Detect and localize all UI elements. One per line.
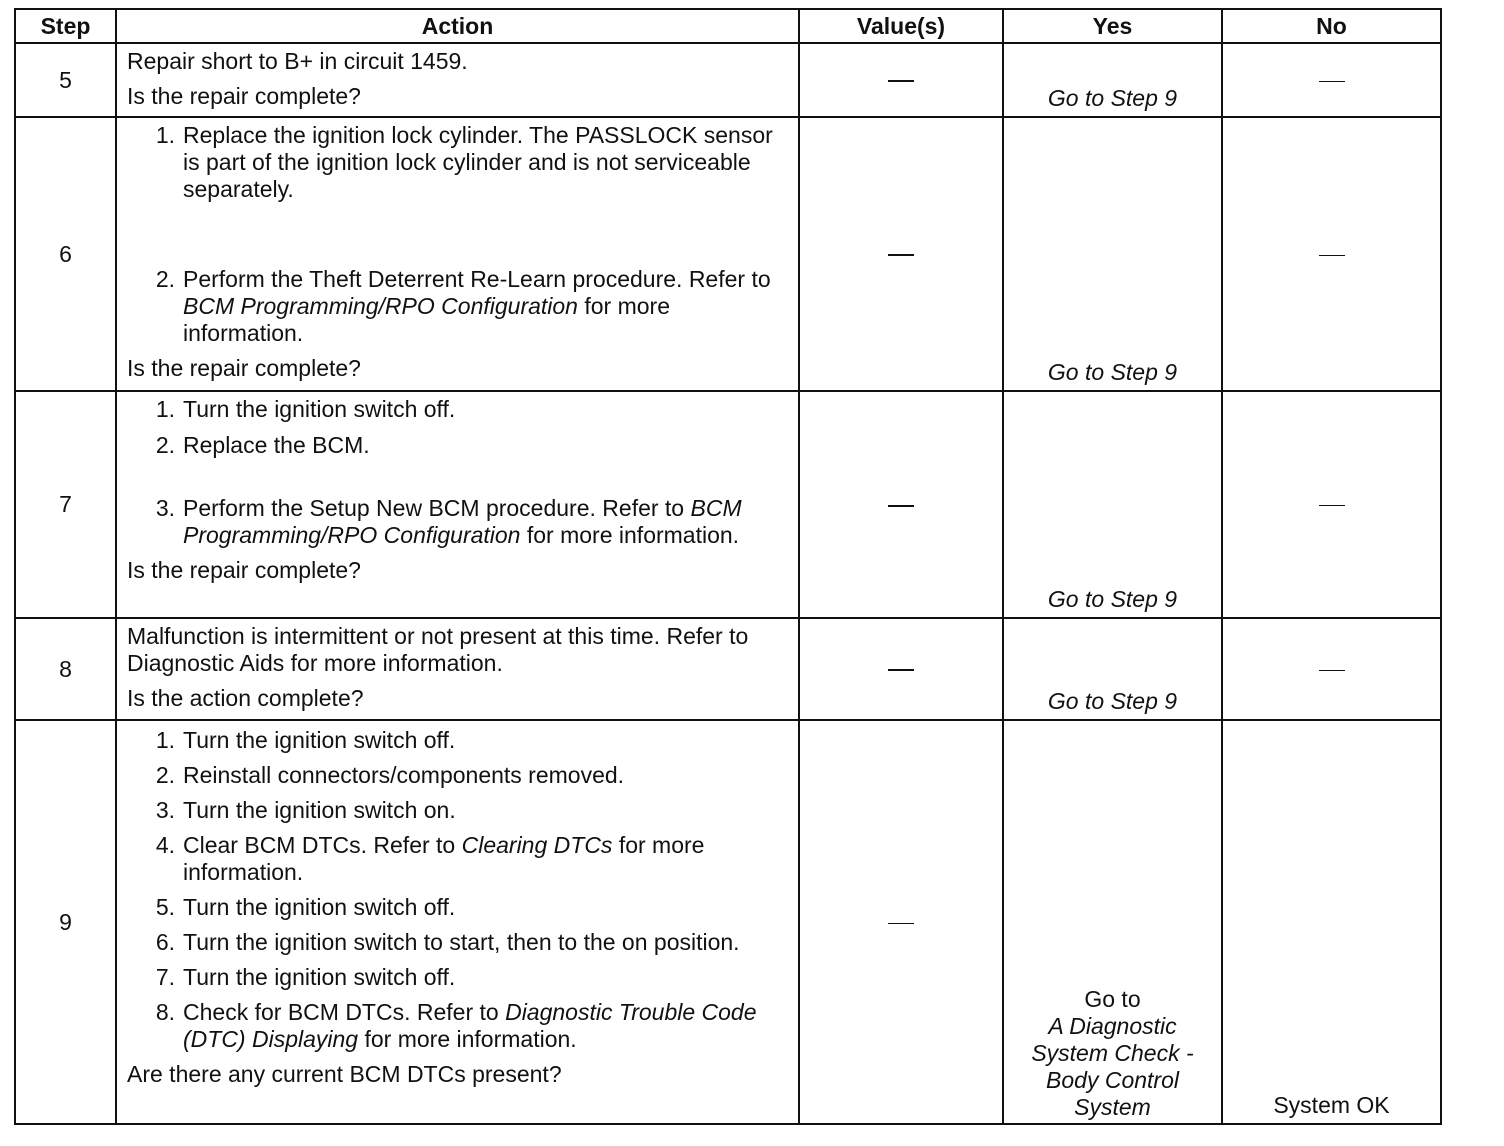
table-row [15, 43, 1441, 117]
item-text [183, 832, 788, 886]
item-number: 7. [155, 964, 175, 990]
dash-mark [1319, 670, 1345, 671]
no-result: System OK [1222, 720, 1441, 1124]
item-number: 1. [155, 396, 175, 422]
header-action: Action [116, 9, 799, 43]
list-item [127, 964, 788, 991]
item-number: 2. [155, 432, 175, 458]
item-text-pre: Perform the Setup New BCM procedure. Refer to [183, 495, 691, 521]
diagnostic-table [14, 8, 1442, 1125]
action-cell [116, 391, 799, 618]
action-text: Repair short to B+ in circuit 1459. [127, 48, 468, 74]
header-row [15, 9, 1441, 43]
table-row [15, 117, 1441, 391]
item-text: Turn the ignition switch off. [183, 727, 456, 753]
item-number: 2. [155, 762, 175, 788]
header-step: Step [15, 9, 116, 43]
value-cell [799, 43, 1003, 117]
reference-link[interactable]: Clearing DTCs [461, 832, 613, 858]
item-text-post: for more information. [183, 293, 671, 346]
header-no: No [1222, 9, 1441, 43]
item-text: Turn the ignition switch off. [183, 894, 456, 920]
item-number: 5. [155, 894, 175, 920]
list-item [127, 727, 788, 754]
item-number: 8. [155, 999, 175, 1025]
list-item [127, 929, 788, 956]
step-number: 9 [15, 720, 116, 1124]
action-cell [116, 43, 799, 117]
yes-link[interactable]: Go to Step 9 [1003, 391, 1222, 618]
dash-mark [888, 254, 914, 256]
item-text-post: for more information. [183, 832, 705, 885]
list-item [127, 396, 788, 423]
list-item [127, 122, 788, 203]
item-text [183, 266, 788, 347]
list-item [127, 832, 788, 886]
action-question: Is the repair complete? [127, 83, 361, 109]
item-number: 3. [155, 495, 175, 521]
yes-go-to: Go to [1084, 986, 1141, 1012]
item-number: 4. [155, 832, 175, 858]
table-row [15, 391, 1441, 618]
header-values: Value(s) [799, 9, 1003, 43]
value-cell [799, 391, 1003, 618]
item-number: 1. [155, 727, 175, 753]
no-cell [1222, 391, 1441, 618]
action-question: Is the repair complete? [127, 557, 361, 583]
dash-mark [888, 80, 914, 82]
item-text: Turn the ignition switch off. [183, 964, 456, 990]
action-list [127, 721, 788, 1053]
table-row [15, 618, 1441, 720]
no-cell [1222, 117, 1441, 391]
list-item [127, 266, 788, 347]
no-cell [1222, 618, 1441, 720]
item-text [183, 999, 788, 1053]
no-cell [1222, 43, 1441, 117]
item-text: Replace the ignition lock cylinder. The PASSLOCK sensor is part of the ignition lock cylinder and is not serviceable separately. [183, 122, 773, 202]
action-cell [116, 618, 799, 720]
item-number: 2. [155, 266, 175, 292]
yes-cell [1003, 720, 1222, 1124]
value-cell [799, 618, 1003, 720]
action-question: Are there any current BCM DTCs present? [127, 1061, 562, 1087]
item-text-pre: Perform the Theft Deterrent Re-Learn procedure. Refer to [183, 266, 771, 292]
dash-mark [888, 923, 914, 924]
list-item [127, 762, 788, 789]
dash-mark [888, 505, 914, 507]
item-text-post: for more information. [358, 1026, 577, 1052]
item-text-pre: Check for BCM DTCs. Refer to [183, 999, 506, 1025]
action-list [127, 118, 788, 347]
item-text-post: for more information. [520, 522, 740, 548]
reference-link[interactable]: BCM Programming/RPO Configuration [183, 495, 742, 548]
action-cell [116, 720, 799, 1124]
item-text: Turn the ignition switch to start, then to the on position. [183, 929, 740, 955]
yes-link[interactable]: Go to Step 9 [1003, 618, 1222, 720]
item-number: 1. [155, 122, 175, 148]
list-item [127, 894, 788, 921]
yes-link[interactable]: Go to Step 9 [1003, 43, 1222, 117]
reference-link[interactable]: BCM Programming/RPO Configuration [183, 293, 578, 319]
step-number: 6 [15, 117, 116, 391]
list-item [127, 495, 788, 549]
item-text [183, 495, 788, 549]
yes-link[interactable]: A Diagnostic System Check - Body Control System [1031, 1013, 1194, 1120]
list-item [127, 999, 788, 1053]
dash-mark [1319, 505, 1345, 506]
item-text: Turn the ignition switch off. [183, 396, 456, 422]
action-text: Malfunction is intermittent or not present at this time. Refer to Diagnostic Aids for more information. [127, 623, 749, 676]
item-number: 6. [155, 929, 175, 955]
reference-link[interactable]: Diagnostic Trouble Code (DTC) Displaying [183, 999, 757, 1052]
step-number: 5 [15, 43, 116, 117]
action-list [127, 392, 788, 549]
item-text: Reinstall connectors/components removed. [183, 762, 625, 788]
value-cell [799, 720, 1003, 1124]
dash-mark [1319, 81, 1345, 82]
action-question: Is the action complete? [127, 685, 364, 711]
item-text: Turn the ignition switch on. [183, 797, 456, 823]
list-item [127, 432, 788, 459]
step-number: 8 [15, 618, 116, 720]
item-text: Replace the BCM. [183, 432, 370, 458]
item-number: 3. [155, 797, 175, 823]
action-cell [116, 117, 799, 391]
item-text-pre: Clear BCM DTCs. Refer to [183, 832, 462, 858]
dash-mark [888, 669, 914, 671]
yes-link[interactable]: Go to Step 9 [1003, 117, 1222, 391]
list-item [127, 797, 788, 824]
step-number: 7 [15, 391, 116, 618]
value-cell [799, 117, 1003, 391]
action-question: Is the repair complete? [127, 355, 361, 381]
header-yes: Yes [1003, 9, 1222, 43]
dash-mark [1319, 255, 1345, 256]
table-row [15, 720, 1441, 1124]
